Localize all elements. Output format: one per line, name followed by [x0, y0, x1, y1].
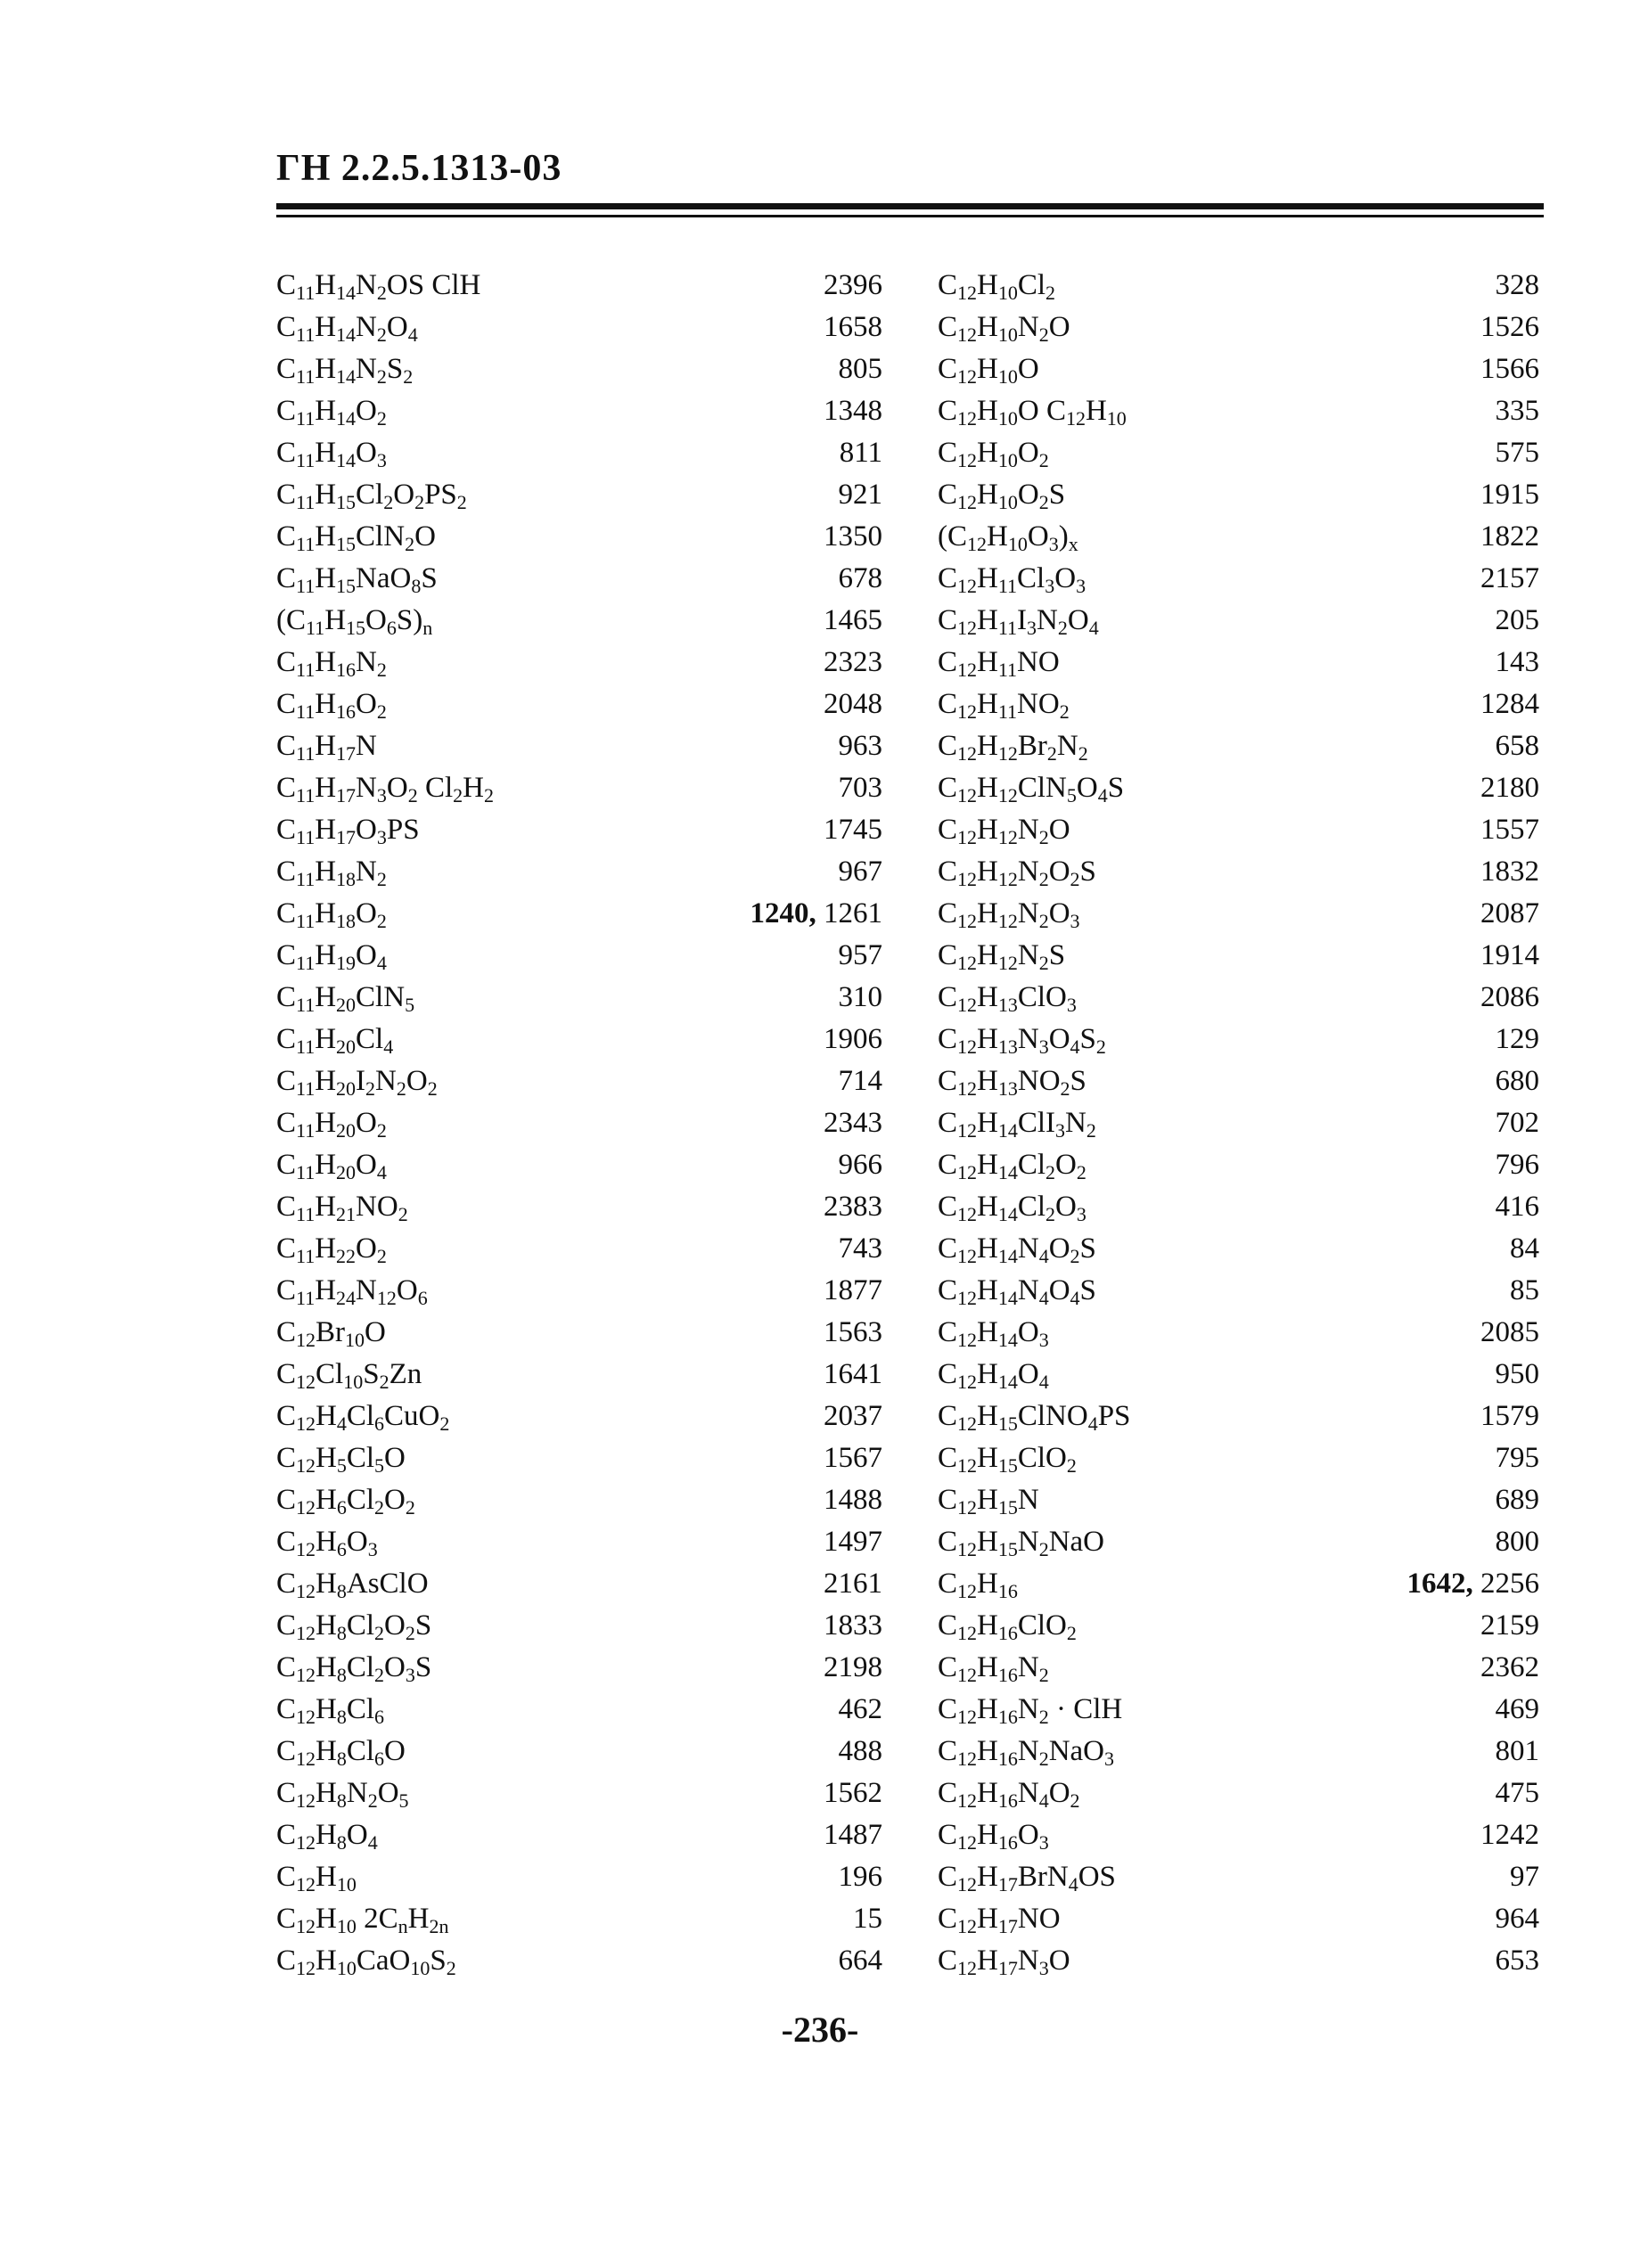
entry-number: 800 [1495, 1526, 1539, 1558]
formula-text: $C_{12}H_{12}N_2S$ [938, 939, 1066, 975]
entry-number: 1562 [824, 1777, 882, 1809]
entry-number: 2159 [1480, 1609, 1539, 1642]
formula-row [276, 1689, 882, 1731]
entry-number: 811 [839, 437, 882, 469]
formula-row [276, 893, 882, 935]
entry-number: 1579 [1480, 1400, 1539, 1432]
formula-text: $C_{11}H_{21}NO_2$ [276, 1191, 408, 1226]
formula-text: $C_{12}H_8Cl_2O_2S$ [276, 1609, 432, 1645]
formula-text: $C_{12}H_{13}ClO_3$ [938, 981, 1077, 1017]
entry-number: 1906 [824, 1023, 882, 1055]
formula-text: $C_{12}H_6O_3$ [276, 1526, 378, 1561]
formula-text: $C_{12}H_{10}CaO_{10}S_2$ [276, 1945, 456, 1980]
formula-row [276, 1940, 882, 1982]
formula-row [276, 851, 882, 893]
formula-text: $C_{12}H_{14}N_4O_4S$ [938, 1274, 1096, 1310]
formula-row [276, 307, 882, 348]
formula-row [276, 977, 882, 1019]
formula-text: $C_{12}H_{10}N_2O$ [938, 311, 1070, 347]
formula-text: $C_{11}H_{18}N_2$ [276, 856, 387, 891]
entry-number: 2396 [824, 269, 882, 301]
formula-row [938, 1521, 1539, 1563]
entry-number: 2198 [824, 1651, 882, 1683]
entry-number: 1822 [1480, 520, 1539, 553]
entry-number: 2323 [824, 646, 882, 678]
formula-index-left-column [276, 265, 882, 1982]
formula-text: $C_{12}H_{10}Cl_2$ [938, 269, 1056, 305]
formula-row [276, 265, 882, 307]
formula-row [938, 1479, 1539, 1521]
formula-text: $C_{12}H_{16}$ [938, 1568, 1018, 1603]
formula-text: $C_{11}H_{20}ClN_5$ [276, 981, 415, 1017]
formula-row [938, 1940, 1539, 1982]
entry-number: 196 [838, 1861, 882, 1893]
formula-text: $(C_{11}H_{15}O_6S)_n$ [276, 604, 433, 640]
entry-number: 2087 [1480, 897, 1539, 929]
formula-row [276, 432, 882, 474]
formula-text: $C_{12}H_4Cl_6CuO_2$ [276, 1400, 450, 1436]
entry-number: 1658 [824, 311, 882, 343]
entry-number: 1915 [1480, 479, 1539, 511]
entry-number: 805 [838, 353, 882, 385]
entry-number: 678 [838, 562, 882, 594]
formula-row [276, 1186, 882, 1228]
formula-row [938, 1563, 1539, 1605]
formula-row [938, 809, 1539, 851]
entry-number: 469 [1495, 1693, 1539, 1725]
formula-text: $C_{11}H_{17}N$ [276, 730, 377, 766]
entry-number: 84 [1510, 1232, 1539, 1265]
formula-text: $C_{12}H_{12}Br_2N_2$ [938, 730, 1088, 766]
formula-row [276, 1773, 882, 1814]
entry-number: 743 [838, 1232, 882, 1265]
formula-text: $C_{12}H_{16}ClO_2$ [938, 1609, 1077, 1645]
formula-row [938, 1019, 1539, 1060]
formula-text: $C_{11}H_{14}N_2S_2$ [276, 353, 414, 389]
formula-row [276, 600, 882, 642]
formula-row [276, 1060, 882, 1102]
formula-text: $C_{12}H_5Cl_5O$ [276, 1442, 406, 1478]
formula-text: $C_{12}H_8Cl_6$ [276, 1693, 385, 1729]
formula-text: $C_{11}H_{18}O_2$ [276, 897, 387, 933]
formula-text: $C_{12}Br_{10}O$ [276, 1316, 386, 1352]
entry-number: 1497 [824, 1526, 882, 1558]
formula-row [276, 1605, 882, 1647]
formula-text: $C_{12}H_{14}ClI_3N_2$ [938, 1107, 1096, 1142]
entry-number: 1284 [1480, 688, 1539, 720]
formula-text: $C_{11}H_{14}O_3$ [276, 437, 387, 472]
entry-number: 964 [1495, 1903, 1539, 1935]
entry-number: 85 [1510, 1274, 1539, 1306]
entry-number: 689 [1495, 1484, 1539, 1516]
formula-text: $C_{12}H_{10}$ $2C_nH_{2n}$ [276, 1903, 449, 1938]
formula-text: $C_{12}H_{11}I_3N_2O_4$ [938, 604, 1099, 640]
formula-text: $C_{12}H_{15}N$ [938, 1484, 1039, 1519]
formula-row [276, 1814, 882, 1856]
formula-text: $C_{12}H_{13}N_3O_4S_2$ [938, 1023, 1106, 1059]
entry-number: 1833 [824, 1609, 882, 1642]
formula-text: $C_{11}H_{16}N_2$ [276, 646, 387, 682]
formula-text: $C_{12}H_8O_4$ [276, 1819, 378, 1855]
entry-number: 1641 [824, 1358, 882, 1390]
entry-number: 963 [838, 730, 882, 762]
formula-text: $C_{11}H_{16}O_2$ [276, 688, 387, 724]
formula-row [276, 935, 882, 977]
formula-row [938, 348, 1539, 390]
formula-index-right-column [938, 265, 1539, 1982]
formula-row [276, 809, 882, 851]
entry-number: 680 [1495, 1065, 1539, 1097]
entry-number: 795 [1495, 1442, 1539, 1474]
formula-row [276, 684, 882, 725]
formula-row [938, 307, 1539, 348]
formula-row [276, 725, 882, 767]
formula-text: $C_{12}H_6Cl_2O_2$ [276, 1484, 415, 1519]
formula-text: $C_{12}H_{11}NO$ [938, 646, 1060, 682]
entry-number: 143 [1495, 646, 1539, 678]
formula-text: $C_{12}H_{12}ClN_5O_4S$ [938, 772, 1125, 807]
formula-text: $C_{12}H_{14}O_3$ [938, 1316, 1049, 1352]
entry-number: 1914 [1480, 939, 1539, 971]
formula-text: $C_{11}H_{24}N_{12}O_6$ [276, 1274, 428, 1310]
entry-number: 1487 [824, 1819, 882, 1851]
formula-row [276, 642, 882, 684]
formula-row [938, 977, 1539, 1019]
entry-number: 1563 [824, 1316, 882, 1348]
formula-row [276, 1898, 882, 1940]
formula-text: $C_{11}H_{19}O_4$ [276, 939, 387, 975]
formula-row [938, 432, 1539, 474]
header-rule-thick [276, 203, 1544, 209]
formula-text: $C_{12}H_{10}O$ $C_{12}H_{10}$ [938, 395, 1127, 430]
entry-number: 2343 [824, 1107, 882, 1139]
formula-row [938, 1186, 1539, 1228]
formula-text: $C_{12}H_{12}N_2O_2S$ [938, 856, 1096, 891]
formula-text: $(C_{12}H_{10}O_3)_x$ [938, 520, 1078, 556]
formula-text: $C_{12}H_{10}O$ [938, 353, 1039, 389]
document-header-title: ГН 2.2.5.1313-03 [276, 148, 562, 189]
formula-row [938, 558, 1539, 600]
formula-row [276, 390, 882, 432]
entry-number: 796 [1495, 1149, 1539, 1181]
entry-number: 1240, 1261 [750, 897, 882, 929]
formula-row [938, 1731, 1539, 1773]
formula-text: $C_{11}H_{22}O_2$ [276, 1232, 387, 1268]
formula-row [276, 1144, 882, 1186]
entry-number: 310 [838, 981, 882, 1013]
entry-number: 1350 [824, 520, 882, 553]
formula-text: $C_{12}H_{10}O_2S$ [938, 479, 1066, 514]
formula-text: $C_{11}H_{20}Cl_4$ [276, 1023, 394, 1059]
formula-row [938, 1856, 1539, 1898]
formula-row [938, 474, 1539, 516]
formula-row [938, 1102, 1539, 1144]
formula-text: $C_{12}H_{14}N_4O_2S$ [938, 1232, 1096, 1268]
page-number: -236- [781, 2010, 859, 2050]
formula-row [938, 725, 1539, 767]
formula-row [938, 1773, 1539, 1814]
formula-text: $C_{12}Cl_{10}S_2Zn$ [276, 1358, 422, 1394]
entry-number: 328 [1495, 269, 1539, 301]
entry-number: 575 [1495, 437, 1539, 469]
entry-number: 966 [838, 1149, 882, 1181]
entry-number: 653 [1495, 1945, 1539, 1977]
formula-text: $C_{12}H_{15}ClO_2$ [938, 1442, 1077, 1478]
formula-row [276, 1270, 882, 1312]
formula-row [938, 1647, 1539, 1689]
formula-text: $C_{12}H_{17}BrN_4OS$ [938, 1861, 1116, 1896]
formula-text: $C_{12}H_{12}N_2O$ [938, 814, 1070, 849]
formula-row [276, 1354, 882, 1396]
entry-number: 714 [838, 1065, 882, 1097]
entry-number: 1526 [1480, 311, 1539, 343]
formula-text: $C_{12}H_8Cl_2O_3S$ [276, 1651, 432, 1687]
entry-number: 2383 [824, 1191, 882, 1223]
formula-text: $C_{11}H_{20}O_4$ [276, 1149, 387, 1184]
formula-text: $C_{12}H_{13}NO_2S$ [938, 1065, 1086, 1101]
formula-text: $C_{12}H_{11}NO_2$ [938, 688, 1070, 724]
formula-text: $C_{12}H_{11}Cl_3O_3$ [938, 562, 1086, 598]
entry-number: 1557 [1480, 814, 1539, 846]
formula-row [938, 1396, 1539, 1437]
formula-row [938, 1354, 1539, 1396]
entry-number: 462 [838, 1693, 882, 1725]
formula-row [276, 767, 882, 809]
formula-text: $C_{12}H_{12}N_2O_3$ [938, 897, 1080, 933]
entry-number: 702 [1495, 1107, 1539, 1139]
formula-text: $C_{11}H_{17}N_3O_2$ $Cl_2H_2$ [276, 772, 495, 807]
formula-row [276, 474, 882, 516]
formula-text: $C_{12}H_{16}O_3$ [938, 1819, 1049, 1855]
formula-text: $C_{12}H_{10}$ [276, 1861, 357, 1896]
formula-row [938, 642, 1539, 684]
entry-number: 1465 [824, 604, 882, 636]
formula-row [276, 1647, 882, 1689]
entry-number: 1242 [1480, 1819, 1539, 1851]
formula-row [938, 1228, 1539, 1270]
formula-row [276, 1563, 882, 1605]
entry-number: 1832 [1480, 856, 1539, 888]
entry-number: 15 [853, 1903, 882, 1935]
entry-number: 1642, 2256 [1406, 1568, 1539, 1600]
entry-number: 921 [838, 479, 882, 511]
entry-number: 1566 [1480, 353, 1539, 385]
formula-text: $C_{12}H_{16}N_2$ · ClH [938, 1693, 1123, 1729]
entry-number: 664 [838, 1945, 882, 1977]
entry-number: 2085 [1480, 1316, 1539, 1348]
formula-text: $C_{11}H_{14}N_2O_4$ [276, 311, 418, 347]
formula-text: $C_{12}H_8N_2O_5$ [276, 1777, 409, 1813]
formula-row [276, 1856, 882, 1898]
formula-row [938, 265, 1539, 307]
entry-number: 2037 [824, 1400, 882, 1432]
formula-row [276, 1479, 882, 1521]
formula-row [938, 935, 1539, 977]
entry-number: 801 [1495, 1735, 1539, 1767]
formula-row [938, 1312, 1539, 1354]
entry-number: 2180 [1480, 772, 1539, 804]
formula-row [276, 1312, 882, 1354]
formula-text: $C_{12}H_{16}N_2$ [938, 1651, 1049, 1687]
entry-number: 2362 [1480, 1651, 1539, 1683]
formula-text: $C_{11}H_{17}O_3PS$ [276, 814, 420, 849]
entry-number: 97 [1510, 1861, 1539, 1893]
formula-row [938, 1689, 1539, 1731]
formula-row [938, 600, 1539, 642]
formula-row [938, 390, 1539, 432]
formula-row [276, 1396, 882, 1437]
formula-text: $C_{11}H_{20}O_2$ [276, 1107, 387, 1142]
formula-text: $C_{12}H_{14}Cl_2O_2$ [938, 1149, 1086, 1184]
formula-row [938, 1270, 1539, 1312]
formula-row [276, 348, 882, 390]
entry-number: 416 [1495, 1191, 1539, 1223]
entry-number: 703 [838, 772, 882, 804]
formula-row [276, 1437, 882, 1479]
entry-number: 1488 [824, 1484, 882, 1516]
entry-number: 950 [1495, 1358, 1539, 1390]
formula-text: $C_{12}H_{17}NO$ [938, 1903, 1061, 1938]
formula-text: $C_{12}H_{16}N_2NaO_3$ [938, 1735, 1115, 1771]
formula-text: $C_{11}H_{14}O_2$ [276, 395, 387, 430]
entry-number: 967 [838, 856, 882, 888]
formula-row [938, 1898, 1539, 1940]
formula-text: $C_{12}H_{16}N_4O_2$ [938, 1777, 1080, 1813]
entry-number: 1567 [824, 1442, 882, 1474]
formula-row [938, 684, 1539, 725]
formula-row [276, 1731, 882, 1773]
formula-text: $C_{12}H_{15}N_2NaO$ [938, 1526, 1105, 1561]
entry-number: 1745 [824, 814, 882, 846]
entry-number: 1877 [824, 1274, 882, 1306]
entry-number: 205 [1495, 604, 1539, 636]
entry-number: 957 [838, 939, 882, 971]
formula-row [938, 1060, 1539, 1102]
formula-text: $C_{12}H_8Cl_6O$ [276, 1735, 406, 1771]
formula-row [938, 1605, 1539, 1647]
entry-number: 335 [1495, 395, 1539, 427]
formula-row [276, 516, 882, 558]
formula-row [276, 1521, 882, 1563]
formula-row [938, 516, 1539, 558]
formula-row [276, 1019, 882, 1060]
entry-number: 488 [838, 1735, 882, 1767]
formula-text: $C_{11}H_{20}I_2N_2O_2$ [276, 1065, 438, 1101]
formula-row [938, 851, 1539, 893]
formula-row [938, 1814, 1539, 1856]
formula-text: $C_{12}H_{15}ClNO_4PS$ [938, 1400, 1131, 1436]
entry-number: 129 [1495, 1023, 1539, 1055]
entry-number: 2161 [824, 1568, 882, 1600]
header-rule-thin [276, 215, 1544, 217]
formula-row [276, 1102, 882, 1144]
formula-row [276, 558, 882, 600]
entry-number: 1348 [824, 395, 882, 427]
entry-number: 2086 [1480, 981, 1539, 1013]
formula-text: $C_{11}H_{15}NaO_8S$ [276, 562, 438, 598]
entry-number: 2048 [824, 688, 882, 720]
entry-number: 2157 [1480, 562, 1539, 594]
formula-text: $C_{12}H_{10}O_2$ [938, 437, 1049, 472]
formula-text: $C_{12}H_{14}Cl_2O_3$ [938, 1191, 1086, 1226]
formula-text: $C_{11}H_{15}ClN_2O$ [276, 520, 436, 556]
entry-number: 658 [1495, 730, 1539, 762]
formula-text: $C_{12}H_{14}O_4$ [938, 1358, 1049, 1394]
formula-row [938, 767, 1539, 809]
formula-text: $C_{11}H_{15}Cl_2O_2PS_2$ [276, 479, 467, 514]
formula-text: $C_{12}H_{17}N_3O$ [938, 1945, 1070, 1980]
formula-text: $C_{12}H_8AsClO$ [276, 1568, 429, 1603]
formula-row [938, 1144, 1539, 1186]
formula-row [276, 1228, 882, 1270]
formula-row [938, 893, 1539, 935]
formula-row [938, 1437, 1539, 1479]
formula-text: $C_{11}H_{14}N_2OS$ ClH [276, 269, 481, 305]
entry-number: 475 [1495, 1777, 1539, 1809]
